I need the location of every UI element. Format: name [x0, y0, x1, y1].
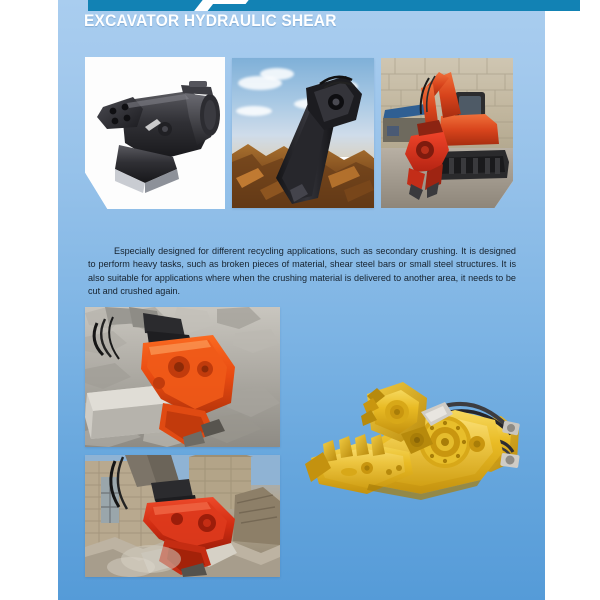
photo-content	[85, 57, 225, 209]
photo-content	[232, 58, 374, 208]
black-shear-illustration	[85, 57, 225, 209]
product-photo-red-shear-demolishing-wall	[85, 455, 280, 577]
photo-content	[381, 58, 513, 208]
product-photo-black-shear-studio	[85, 57, 225, 209]
yellow-shear-illustration	[305, 368, 530, 513]
description-paragraph: Especially designed for different recycling applications, such as secondary crushing. It is designed to perform heavy tasks, such as broken pieces of material, shear steel bars or small steel structures. It is also suitable for applications where when the crushing material is delivered to another area, it needs to be cut and crushed again.	[88, 246, 516, 296]
product-render-yellow-shear	[305, 368, 530, 513]
demolition-illustration	[85, 455, 280, 577]
page-title: EXCAVATOR HYDRAULIC SHEAR	[84, 12, 337, 30]
product-photo-shear-cutting-scrap	[232, 58, 374, 208]
excavator-illustration	[381, 58, 513, 208]
pulverizer-illustration	[85, 307, 280, 447]
product-photo-excavator-with-red-shear	[381, 58, 513, 208]
photo-content	[85, 455, 280, 577]
product-photo-orange-pulverizer-crushing-concrete	[85, 307, 280, 447]
top-accent-bar	[88, 0, 580, 11]
scrap-and-shear-illustration	[232, 58, 374, 208]
photo-content	[85, 307, 280, 447]
